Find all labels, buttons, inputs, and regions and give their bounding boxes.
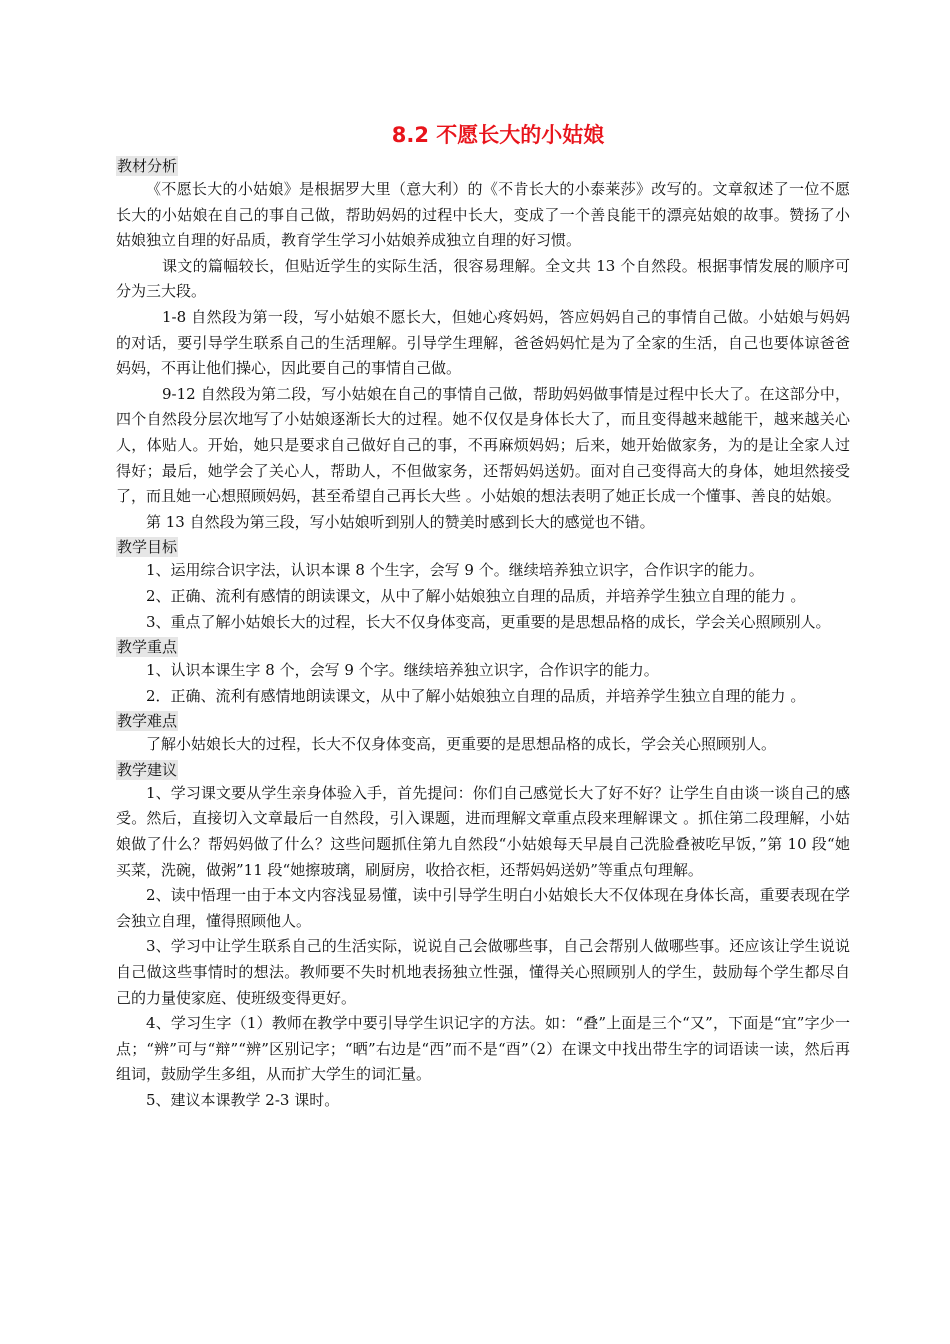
document-title: 8.2 不愿长大的小姑娘 [391,123,605,147]
analysis-paragraph: 《不愿长大的小姑娘》是根据罗大里（意大利）的《不肯长大的小泰莱莎》改写的。文章叙述了一位不愿长大的小姑娘在自己的事自己做，帮助妈妈的过程中长大，变成了一个善良能干的漂亮姑娘的故事。赞扬了小姑娘独立自理的好品质，教育学生学习小姑娘养成独立自理的好习惯。 [116,180,850,250]
section-heading-key-points: 教学重点 [117,638,178,657]
key-points-paragraph: 1、认识本课生字 8 个，会写 9 个字。继续培养独立识字，合作识字的能力。 [146,661,659,680]
section-goals [116,535,850,635]
section-analysis [116,154,850,535]
section-heading-difficulties: 教学难点 [117,712,178,731]
section-key-points [116,635,850,709]
suggestions-paragraph: 4、学习生字（1）教师在教学中要引导学生识记字的方法。如：“叠”上面是三个“又”，下面是“宜”字少一点；“辨”可与“辩”“辨”区别记字；“晒”右边是“西”而不是“酉”（2）在课文中找出带生字的词语读一读，然后再组词，鼓励学生多组，从而扩大学生的词汇量。 [116,1014,850,1084]
key-points-paragraph: 2．正确、流利有感情地朗读课文，从中了解小姑娘独立自理的品质，并培养学生独立自理的能力 。 [146,686,806,705]
difficulties-paragraph: 了解小姑娘长大的过程，长大不仅身体变高，更重要的是思想品格的成长，学会关心照顾别人。 [146,735,777,754]
section-suggestions [116,758,850,1114]
section-difficulties [116,709,850,758]
analysis-paragraph: 第 13 自然段为第三段，写小姑娘听到别人的赞美时感到长大的感觉也不错。 [146,512,655,531]
analysis-paragraph: 1-8 自然段为第一段，写小姑娘不愿长大，但她心疼妈妈，答应妈妈自己的事情自己做。小姑娘与妈妈的对话，要引导学生联系自己的生活理解。引导学生理解，爸爸妈妈忙是为了全家的生活，自己也要体谅爸爸妈妈，不再让他们操心，因此要自己的事情自己做。 [116,307,850,378]
goals-paragraph: 1、运用综合识字法，认识本课 8 个生字，会写 9 个。继续培养独立识字，合作识字的能力。 [146,561,764,580]
suggestions-paragraph: 1、学习课文要从学生亲身体验入手，首先提问：你们自己感觉长大了好不好？让学生自由谈一谈自己的感受。然后，直接切入文章最后一自然段，引入课题，进而理解文章重点段来理解课文 。抓住第二段理解，小姑娘做了什么？帮妈妈做了什么？这些问题抓住第九自然段“小姑娘每天早晨自己洗脸叠被吃早饭，”第 10 段“她买菜，洗碗，做粥”11 段“她擦玻璃，刷厨房，收拾衣柜，还帮妈妈送奶”等重点句理解。 [116,783,850,879]
suggestions-paragraph: 5、建议本课教学 2-3 课时。 [146,1091,340,1109]
section-heading-goals: 教学目标 [117,538,178,557]
goals-paragraph: 3、重点了解小姑娘长大的过程，长大不仅身体变高，更重要的是思想品格的成长，学会关心照顾别人。 [146,612,831,631]
goals-paragraph: 2、正确、流利有感情的朗读课文，从中了解小姑娘独立自理的品质，并培养学生独立自理的能力 。 [146,586,806,605]
suggestions-paragraph: 2、读中悟理一由于本文内容浅显易懂，读中引导学生明白小姑娘长大不仅体现在身体长高，重要表现在学会独立自理，懂得照顾他人。 [116,886,850,930]
section-heading-analysis: 教材分析 [117,157,178,175]
analysis-paragraph: 9-12 自然段为第二段，写小姑娘在自己的事情自己做，帮助妈妈做事情是过程中长大了。在这部分中，四个自然段分层次地写了小姑娘逐渐长大的过程。她不仅仅是身体长大了，而且变得越来越能干，越来越关心人，体贴人。开始，她只是要求自己做好自己的事，不再麻烦妈妈；后来，她开始做家务，为的是让全家人过得好；最后，她学会了关心人，帮助人，不但做家务，还帮妈妈送奶。面对自己变得高大的身体，她坦然接受了，而且她一心想照顾妈妈，甚至希望自己再长大些 。小姑娘的想法表明了她正长成一个懂事、善良的姑娘。 [116,384,850,506]
suggestions-paragraph: 3、学习中让学生联系自己的生活实际，说说自己会做哪些事，自己会帮别人做哪些事。还应该让学生说说自己做这些事情时的想法。教师要不失时机地表扬独立性强，懂得关心照顾别人的学生，鼓励每个学生都尽自己的力量使家庭、使班级变得更好。 [116,937,850,1007]
section-heading-suggestions: 教学建议 [117,760,178,779]
analysis-paragraph: 课文的篇幅较长，但贴近学生的实际生活，很容易理解。全文共 13 个自然段。根据事情发展的顺序可分为三大段。 [116,256,850,301]
